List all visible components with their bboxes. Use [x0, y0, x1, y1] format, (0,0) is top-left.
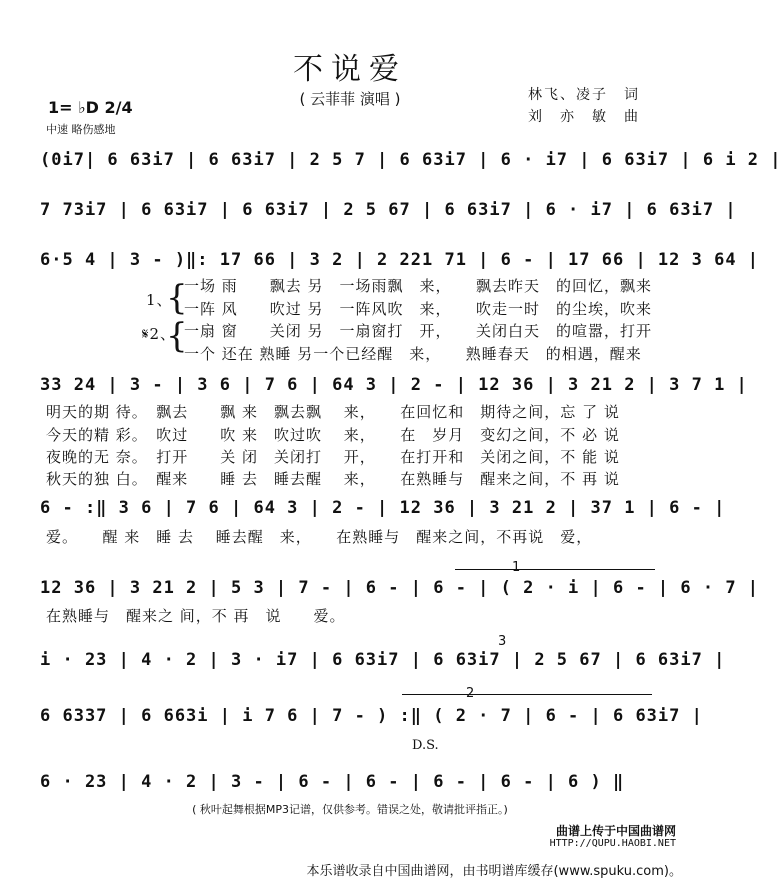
- volta-2-bracket: [402, 694, 652, 695]
- key-signature: 1= ♭D 2/4: [48, 98, 133, 117]
- music-row-8: 6 6337 | 6 663i | i 7 6 | 7 - ) :‖ ( 2 · 7 | 6 - | 6 63i7 |: [40, 706, 703, 726]
- tempo-marking: 中速 略伤感地: [46, 123, 116, 136]
- music-row-3: 6·5 4 | 3 - )‖: 17 66 | 3 2 | 2 221 71 | 6 - | 17 66 | 12 3 64 |: [40, 250, 760, 270]
- verse-line-4: 一个 还在 熟睡 另一个已经醒 来， 熟睡春天 的相遇，醒来: [184, 345, 642, 363]
- dal-segno-marking: D.S.: [412, 738, 439, 753]
- lyric-row-4d: 秋天的独 白。 醒来 睡 去 睡去醒 来， 在熟睡与 醒来之间，不 再 说: [46, 470, 620, 488]
- music-row-4: 33 24 | 3 - | 3 6 | 7 6 | 64 3 | 2 - | 12 36 | 3 21 2 | 3 7 1 |: [40, 375, 748, 395]
- music-row-9: 6 · 23 | 4 · 2 | 3 - | 6 - | 6 - | 6 - | 6 - | 6 ) ‖: [40, 772, 625, 792]
- site-watermark: 曲谱上传于中国曲谱网: [555, 824, 676, 838]
- lyric-row-4a: 明天的期 待。 飘去 飘 来 飘去飘 来， 在回忆和 期待之间，忘 了 说: [46, 403, 620, 421]
- lyricist-credit: 林飞、凌子 词: [528, 87, 640, 103]
- singer-subtitle: ( 云菲菲 演唱 ): [299, 90, 401, 108]
- music-row-1: (0i7| 6 63i7 | 6 63i7 | 2 5 7 | 6 63i7 | 6 · i7 | 6 63i7 | 6 i 2 |: [40, 150, 782, 170]
- lyric-row-4c: 夜晚的无 奈。 打开 关 闭 关闭打 开， 在打开和 关闭之间，不 能 说: [46, 448, 620, 466]
- verse-line-3: 一扇 窗 关闭 另 一扇窗打 开， 关闭白天 的喧嚣，打开: [184, 322, 653, 340]
- volta-2-number: 2: [466, 686, 475, 701]
- lyric-row-4b: 今天的精 彩。 吹过 吹 来 吹过吹 来， 在 岁月 变幻之间，不 必 说: [46, 426, 620, 444]
- verse-line-2: 一阵 风 吹过 另 一阵风吹 来， 吹走一时 的尘埃，吹来: [184, 300, 653, 318]
- song-title: 不说爱: [293, 52, 407, 87]
- lyric-row-6: 在熟睡与 醒来之 间，不 再 说 爱。: [46, 607, 346, 625]
- verse-1-label: 1、: [146, 291, 173, 309]
- music-row-5: 6 - :‖ 3 6 | 7 6 | 64 3 | 2 - | 12 36 | 3 21 2 | 37 1 | 6 - |: [40, 498, 726, 518]
- verse-bracket-1: {: [166, 278, 188, 318]
- music-row-7: i · 23 | 4 · 2 | 3 · i7 | 6 63i7 | 6 63i7 | 2 5 67 | 6 63i7 |: [40, 650, 726, 670]
- verse-2-label: 𝄋2、: [142, 325, 176, 343]
- verse-line-1: 一场 雨 飘去 另 一场雨飘 来， 飘去昨天 的回忆，飘来: [184, 277, 653, 295]
- triplet-marker: 3: [498, 634, 507, 649]
- music-row-2: 7 73i7 | 6 63i7 | 6 63i7 | 2 5 67 | 6 63i7 | 6 · i7 | 6 63i7 |: [40, 200, 737, 220]
- music-row-6: 12 36 | 3 21 2 | 5 3 | 7 - | 6 - | 6 - | ( 2 · i | 6 - | 6 · 7 |: [40, 578, 760, 598]
- verse-bracket-2: {: [166, 316, 188, 356]
- transcription-note: ( 秋叶起舞根据MP3记谱，仅供参考。错误之处，敬请批评指正。): [192, 803, 508, 816]
- lyric-row-5: 爱。 醒 来 睡 去 睡去醒 来， 在熟睡与 醒来之间，不再说 爱，: [46, 528, 593, 546]
- composer-credit: 刘 亦 敏 曲: [528, 109, 640, 125]
- site-url-watermark: HTTP://QUPU.HAOBI.NET: [549, 838, 676, 849]
- source-footer: 本乐谱收录自中国曲谱网，由书明谱库缓存(www.spuku.com)。: [306, 864, 682, 879]
- volta-1-number: 1: [512, 560, 521, 575]
- volta-1-bracket: [455, 569, 655, 570]
